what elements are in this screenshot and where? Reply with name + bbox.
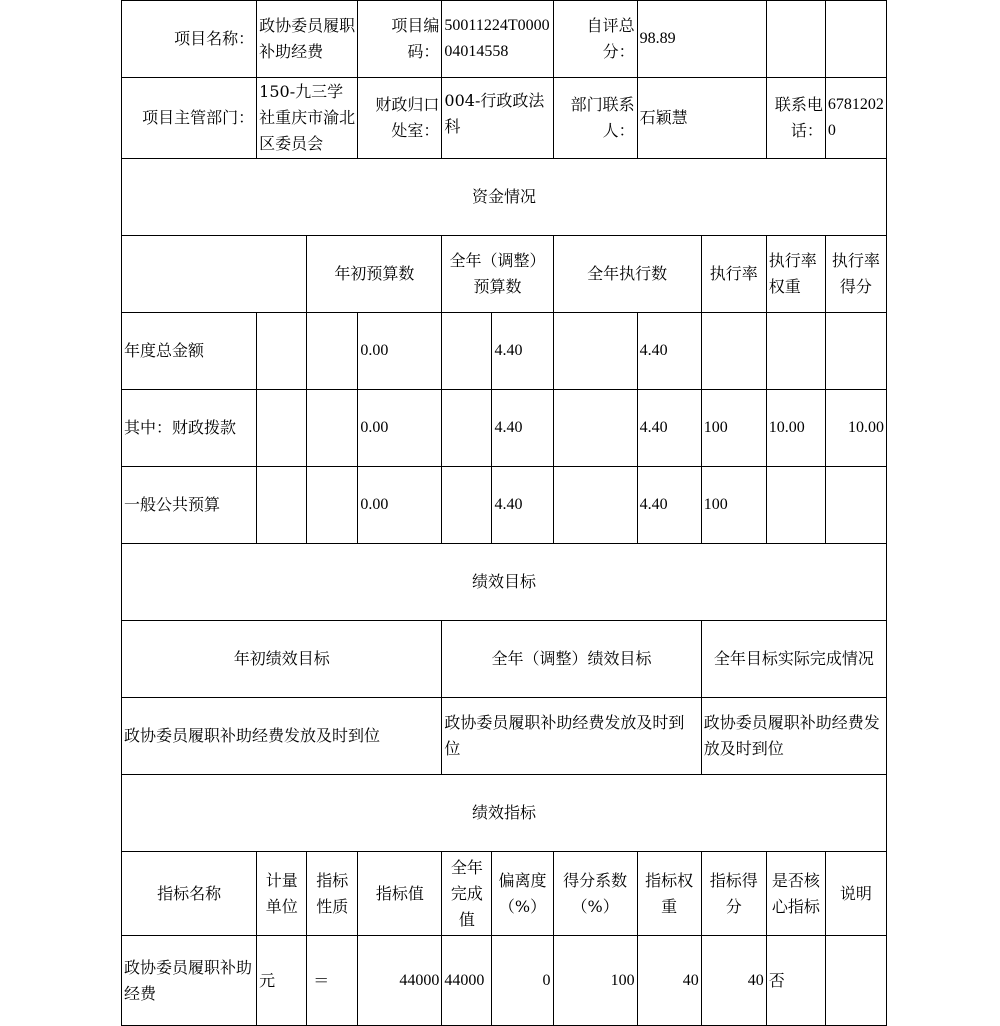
goals-section-row [122,544,887,621]
nature-header: 指标性质 [307,852,358,936]
empty-cell [257,313,307,390]
core-indicator-header: 是否核心指标 [766,852,825,936]
funds-initial: 0.00 [358,467,442,544]
initial-goal-header: 年初绩效目标 [122,621,442,698]
funds-score [825,313,886,390]
empty-cell [122,236,307,313]
empty-cell [442,313,492,390]
actual-goal: 政协委员履职补助经费发放及时到位 [701,698,886,775]
note-header: 说明 [825,852,886,936]
dept-label: 项目主管部门： [122,78,257,159]
indicator-name: 政协委员履职补助经费 [122,936,257,1026]
funds-rate: 100 [701,467,766,544]
funds-row [122,390,887,467]
funds-weight [766,467,825,544]
funds-section-title: 资金情况 [122,159,887,236]
empty-cell [825,1,886,78]
project-name-label: 项目名称： [122,1,257,78]
indicator-coefficient: 100 [553,936,637,1026]
project-code-label: 项目编码： [358,1,442,78]
funds-adjusted: 4.40 [492,467,553,544]
completed-value-header: 全年完成值 [442,852,492,936]
empty-cell [307,313,358,390]
indicator-nature: ＝ [307,936,358,1026]
funds-row [122,467,887,544]
funds-adjusted: 4.40 [492,390,553,467]
indicator-unit: 元 [257,936,307,1026]
indicators-section-title: 绩效指标 [122,775,887,852]
exec-rate-weight-header: 执行率权重 [766,236,825,313]
funds-row-label: 年度总金额 [122,313,257,390]
finance-office: 004-行政政法科 [442,78,553,159]
weight-header: 指标权重 [637,852,701,936]
funds-weight: 10.00 [766,390,825,467]
finance-office-label: 财政归口处室： [358,78,442,159]
funds-executed: 4.40 [637,467,701,544]
header-row-project [122,1,887,78]
funds-rate: 100 [701,390,766,467]
initial-budget-header: 年初预算数 [307,236,442,313]
funds-score [825,467,886,544]
funds-header-row [122,236,887,313]
empty-cell [766,1,825,78]
initial-goal: 政协委员履职补助经费发放及时到位 [122,698,442,775]
contact: 石颖慧 [637,78,766,159]
score-label: 自评总分： [553,1,637,78]
indicator-value-header: 指标值 [358,852,442,936]
funds-initial: 0.00 [358,390,442,467]
indicators-section-row [122,775,887,852]
adjusted-goal: 政协委员履职补助经费发放及时到位 [442,698,701,775]
indicators-header-row [122,852,887,936]
actual-goal-header: 全年目标实际完成情况 [701,621,886,698]
funds-weight [766,313,825,390]
exec-rate-header: 执行率 [701,236,766,313]
funds-row-label: 其中：财政拨款 [122,390,257,467]
evaluation-table [121,0,887,1026]
total-score: 98.89 [637,1,766,78]
funds-adjusted: 4.40 [492,313,553,390]
indicator-deviation: 0 [492,936,553,1026]
exec-rate-score-header: 执行率得分 [825,236,886,313]
empty-cell [257,390,307,467]
indicator-note [825,936,886,1026]
deviation-header: 偏离度（%） [492,852,553,936]
dept: 150-九三学社重庆市渝北区委员会 [257,78,358,159]
header-row-department [122,78,887,159]
funds-row [122,313,887,390]
funds-score: 10.00 [825,390,886,467]
indicator-weight: 40 [637,936,701,1026]
empty-cell [553,313,637,390]
contact-label: 部门联系人： [553,78,637,159]
empty-cell [442,390,492,467]
goals-content-row [122,698,887,775]
funds-section-row [122,159,887,236]
empty-cell [257,467,307,544]
indicator-core: 否 [766,936,825,1026]
funds-row-label: 一般公共预算 [122,467,257,544]
adjusted-budget-header: 全年（调整）预算数 [442,236,553,313]
indicator-name-header: 指标名称 [122,852,257,936]
empty-cell [307,467,358,544]
funds-rate [701,313,766,390]
goals-header-row [122,621,887,698]
empty-cell [553,467,637,544]
indicator-completed: 44000 [442,936,492,1026]
phone-label: 联系电话： [766,78,825,159]
empty-cell [442,467,492,544]
phone: 67812020 [825,78,886,159]
unit-header: 计量单位 [257,852,307,936]
goals-section-title: 绩效目标 [122,544,887,621]
project-code: 50011224T000004014558 [442,1,553,78]
executed-header: 全年执行数 [553,236,701,313]
indicator-score: 40 [701,936,766,1026]
funds-executed: 4.40 [637,390,701,467]
empty-cell [553,390,637,467]
table-row [122,936,887,1026]
coefficient-header: 得分系数（%） [553,852,637,936]
indicator-value: 44000 [358,936,442,1026]
funds-initial: 0.00 [358,313,442,390]
funds-executed: 4.40 [637,313,701,390]
project-name: 政协委员履职补助经费 [257,1,358,78]
indicator-score-header: 指标得分 [701,852,766,936]
adjusted-goal-header: 全年（调整）绩效目标 [442,621,701,698]
performance-self-evaluation-form [121,0,887,1026]
empty-cell [307,390,358,467]
